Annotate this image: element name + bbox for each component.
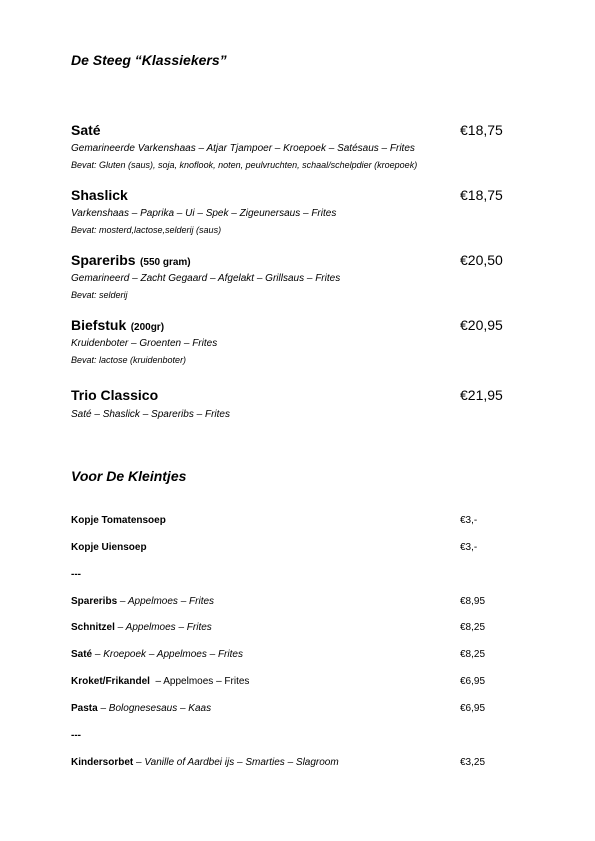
kids-item-price: €3,- <box>460 515 478 526</box>
dish-allergens: Bevat: selderij <box>71 290 128 300</box>
kids-item-price: €6,95 <box>460 676 486 687</box>
dish-price: €20,50 <box>460 252 503 268</box>
kids-item-price: €3,25 <box>460 757 486 768</box>
dish-price: €18,75 <box>460 122 503 138</box>
dish-description: Varkenshaas – Paprika – Ui – Spek – Zigeunersaus – Frites <box>71 208 337 219</box>
kids-item-name: Kopje Tomatensoep <box>71 515 166 526</box>
kids-item-details: – Appelmoes – Frites <box>114 622 212 633</box>
section-title-kleintjes: Voor De Kleintjes <box>71 468 187 484</box>
dish-name: Shaslick <box>71 187 128 203</box>
kids-item-details: – Vanille of Aardbei ijs – Smarties – Slagroom <box>133 757 339 768</box>
kids-item <box>71 703 211 714</box>
dish-description: Gemarineerd – Zacht Gegaard – Afgelakt – Grillsaus – Frites <box>71 273 341 284</box>
kids-item-name: Kroket/Frikandel <box>71 676 150 687</box>
dish-name: Saté <box>71 122 101 138</box>
kids-item-name: Pasta <box>71 703 98 714</box>
dish-name: Spareribs <box>71 252 136 268</box>
kids-item <box>71 649 243 660</box>
kids-item-name: Spareribs <box>71 596 118 607</box>
dish-allergens: Bevat: Gluten (saus), soja, knoflook, noten, peulvruchten, schaal/schelpdier (kroepoek) <box>71 160 418 170</box>
dish-description: Saté – Shaslick – Spareribs – Frites <box>71 409 230 420</box>
dish-heading <box>71 252 191 270</box>
dish-heading <box>71 317 164 335</box>
dish-price: €18,75 <box>460 187 503 203</box>
kids-item <box>71 515 166 526</box>
divider-dashes: --- <box>71 730 81 741</box>
kids-item-price: €8,95 <box>460 596 486 607</box>
kids-item-price: €3,- <box>460 542 478 553</box>
kids-item-name: Schnitzel <box>71 622 115 633</box>
dish-description: Gemarineerde Varkenshaas – Atjar Tjampoer – Kroepoek – Satésaus – Frites <box>71 143 415 154</box>
kids-item-details: – Appelmoes – Frites <box>149 676 250 687</box>
kids-item <box>71 676 249 687</box>
kids-item-details: – Kroepoek – Appelmoes – Frites <box>92 649 243 660</box>
kids-item <box>71 622 212 633</box>
kids-item-name: Kindersorbet <box>71 757 134 768</box>
kids-item-name: Kopje Uiensoep <box>71 542 147 553</box>
divider-dashes: --- <box>71 569 81 580</box>
section-title-klassiekers: De Steeg “Klassiekers” <box>71 52 227 68</box>
dish-description: Kruidenboter – Groenten – Frites <box>71 338 218 349</box>
kids-item-price: €8,25 <box>460 622 486 633</box>
dish-allergens: Bevat: mosterd,lactose,selderij (saus) <box>71 225 222 235</box>
dish-name: Biefstuk <box>71 317 127 333</box>
kids-item <box>71 542 147 553</box>
kids-item-price: €8,25 <box>460 649 486 660</box>
dish-name: Trio Classico <box>71 387 159 403</box>
dish-portion-note: (550 gram) <box>140 257 191 268</box>
dish-portion-note: (200gr) <box>130 322 165 333</box>
kids-item-name: Saté <box>71 649 93 660</box>
kids-item-details: – Bolognesesaus – Kaas <box>97 703 212 714</box>
dish-price: €21,95 <box>460 387 503 403</box>
kids-item <box>71 757 339 768</box>
kids-item-price: €6,95 <box>460 703 486 714</box>
kids-item-details: – Appelmoes – Frites <box>117 596 215 607</box>
dish-allergens: Bevat: lactose (kruidenboter) <box>71 355 187 365</box>
dish-price: €20,95 <box>460 317 503 333</box>
kids-item <box>71 596 214 607</box>
